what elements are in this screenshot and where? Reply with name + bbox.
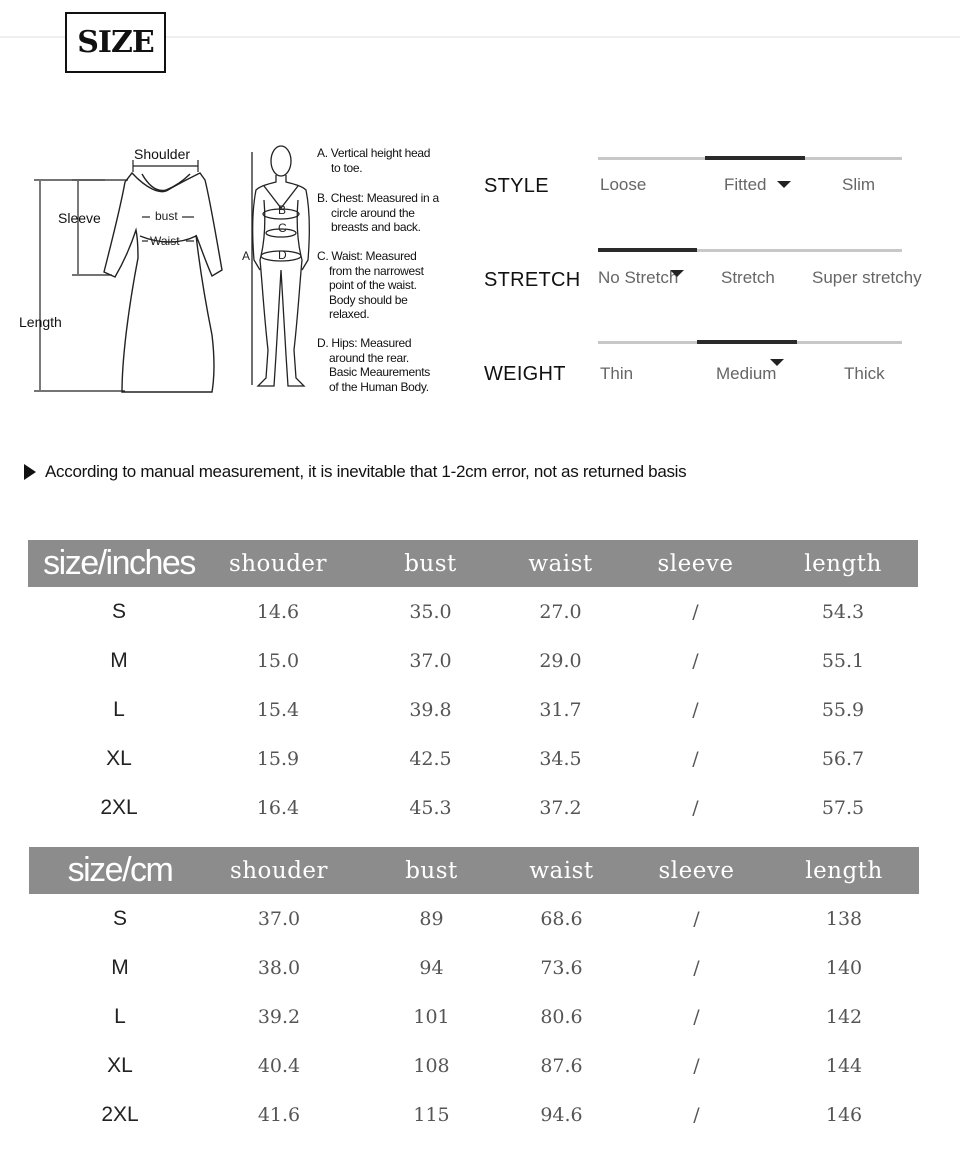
table-cell: 54.3 <box>821 600 865 623</box>
header-cell: size/cm <box>67 851 173 889</box>
header-cell: shouder <box>229 857 329 884</box>
bust-label: bust <box>155 209 178 223</box>
table-cell: M <box>111 955 129 979</box>
table-cell: 15.0 <box>256 649 300 672</box>
note-d <box>317 336 457 394</box>
table-cell: 31.7 <box>539 698 582 721</box>
header-cell: bust <box>405 857 458 884</box>
note-line: relaxed. <box>329 307 370 322</box>
table-cell: 115 <box>413 1103 450 1126</box>
table-cell: S <box>112 906 127 930</box>
header-cell: sleeve <box>657 550 734 577</box>
table-header <box>28 540 918 587</box>
attr-weight-option: Medium <box>716 364 777 383</box>
table-cell: 35.0 <box>409 600 452 623</box>
note-line: from the narrowest <box>329 263 424 278</box>
table-cell: / <box>693 1103 700 1126</box>
note-line: point of the waist. <box>329 278 417 293</box>
table-cell: 55.9 <box>821 698 865 721</box>
table-cell: S <box>111 599 126 623</box>
table-cell: / <box>693 1005 700 1028</box>
table-row <box>29 894 919 943</box>
attr-stretch-option: No Stretch <box>598 268 679 287</box>
length-label: Length <box>19 314 62 330</box>
attr-stretch-option: Super stretchy <box>812 268 922 287</box>
table-cell: 15.9 <box>256 747 300 770</box>
header-cell: bust <box>404 550 457 577</box>
body-letter-a: A <box>242 249 251 263</box>
attr-weight-label: WEIGHT <box>484 363 566 385</box>
note-line: A. Vertical height head <box>317 146 431 160</box>
table-cell: 142 <box>825 1005 863 1028</box>
table-cell: 101 <box>413 1005 450 1028</box>
sleeve-label: Sleeve <box>58 210 101 226</box>
table-cell: / <box>693 907 700 930</box>
note-line: of the Human Body. <box>329 379 429 394</box>
table-cell: 29.0 <box>539 649 582 672</box>
table-cell: / <box>692 649 699 672</box>
table-cell: 80.6 <box>540 1005 583 1028</box>
table-cell: / <box>693 956 700 979</box>
table-cell: 108 <box>413 1054 450 1077</box>
attr-stretch-option: Stretch <box>721 268 775 287</box>
table-cell: 56.7 <box>821 747 865 770</box>
disclaimer-text: According to manual measurement, it is inevitable that 1-2cm error, not as returned basis <box>45 462 687 481</box>
note-line: D. Hips: Measured <box>317 336 412 350</box>
attr-style-option: Fitted <box>724 175 767 194</box>
dress-diagram <box>0 140 240 402</box>
table-cell: 2XL <box>100 795 138 819</box>
table-cell: 42.5 <box>409 747 452 770</box>
table-row <box>29 992 919 1041</box>
attr-style-label: STYLE <box>484 175 549 197</box>
table-cell: 94.6 <box>540 1103 583 1126</box>
disclaimer <box>24 462 686 482</box>
table-cell: 2XL <box>101 1102 139 1126</box>
table-cell: 45.3 <box>409 796 452 819</box>
table-cell: 87.6 <box>540 1054 583 1077</box>
table-cell: 37.2 <box>539 796 582 819</box>
table-cell: 38.0 <box>257 956 301 979</box>
table-row <box>29 943 919 992</box>
table-cell: 40.4 <box>257 1054 301 1077</box>
table-cell: / <box>692 796 699 819</box>
header-cell: length <box>805 857 883 884</box>
table-cell: 140 <box>825 956 863 979</box>
table-cell: 41.6 <box>257 1103 301 1126</box>
table-header <box>29 847 919 894</box>
size-table-cm <box>29 847 919 1139</box>
table-cell: M <box>110 648 128 672</box>
table-cell: 89 <box>419 907 444 930</box>
body-figure-diagram <box>240 140 320 395</box>
attr-style-option: Slim <box>842 175 876 194</box>
note-c <box>317 249 457 322</box>
attr-stretch-label: STRETCH <box>484 269 581 291</box>
table-cell: 27.0 <box>539 600 582 623</box>
selected-marker-icon <box>670 270 684 277</box>
table-cell: L <box>113 697 125 721</box>
note-line: Basic Meaurements <box>329 365 430 380</box>
table-cell: 39.2 <box>257 1005 301 1028</box>
body-letter-c: C <box>278 221 287 235</box>
play-arrow-icon <box>24 464 36 480</box>
table-row <box>28 783 918 832</box>
table-cell: 144 <box>825 1054 863 1077</box>
table-cell: 37.0 <box>409 649 452 672</box>
note-line: circle around the <box>331 205 415 220</box>
table-cell: 37.0 <box>257 907 301 930</box>
size-title: SIZE <box>65 12 166 73</box>
shoulder-label: Shoulder <box>134 146 191 162</box>
header-cell: waist <box>529 857 594 884</box>
table-row <box>29 1041 919 1090</box>
table-cell: L <box>114 1004 126 1028</box>
note-line: around the rear. <box>329 350 409 365</box>
header-cell: length <box>804 550 882 577</box>
table-cell: 15.4 <box>256 698 300 721</box>
table-cell: / <box>692 600 699 623</box>
body-letter-d: D <box>278 248 287 262</box>
header-cell: size/inches <box>43 544 195 582</box>
table-cell: 34.5 <box>539 747 582 770</box>
table-cell: 14.6 <box>256 600 300 623</box>
table-cell: / <box>693 1054 700 1077</box>
table-row <box>28 685 918 734</box>
attr-weight-option: Thin <box>600 364 634 383</box>
header-cell: sleeve <box>658 857 735 884</box>
attr-weight-indicator <box>697 340 797 344</box>
table-row <box>29 1090 919 1139</box>
attr-style-indicator <box>705 156 805 160</box>
note-line: breasts and back. <box>331 220 421 235</box>
table-cell: XL <box>107 1053 133 1077</box>
table-cell: 68.6 <box>540 907 583 930</box>
table-row <box>28 734 918 783</box>
table-row <box>28 636 918 685</box>
table-cell: 146 <box>825 1103 863 1126</box>
header-cell: waist <box>528 550 593 577</box>
table-cell: / <box>692 747 699 770</box>
selected-marker-icon <box>777 181 791 188</box>
table-cell: / <box>692 698 699 721</box>
note-line: Body should be <box>329 292 408 307</box>
table-cell: 94 <box>419 956 444 979</box>
note-line: C. Waist: Measured <box>317 249 417 263</box>
attr-weight-option: Thick <box>844 364 885 383</box>
note-b <box>317 191 457 235</box>
table-row <box>28 587 918 636</box>
waist-label: Waist <box>150 234 180 248</box>
table-cell: 73.6 <box>540 956 583 979</box>
note-line: B. Chest: Measured in a <box>317 191 439 205</box>
attr-stretch-indicator <box>598 248 697 252</box>
table-cell: XL <box>106 746 132 770</box>
table-cell: 16.4 <box>256 796 300 819</box>
body-letter-b: B <box>278 203 287 217</box>
note-a <box>317 146 457 175</box>
attr-style-option: Loose <box>600 175 647 194</box>
table-cell: 138 <box>825 907 863 930</box>
note-line: to toe. <box>331 160 363 175</box>
size-table-inches <box>28 540 918 832</box>
table-cell: 39.8 <box>409 698 452 721</box>
header-cell: shouder <box>228 550 328 577</box>
table-cell: 57.5 <box>821 796 865 819</box>
table-cell: 55.1 <box>821 649 865 672</box>
